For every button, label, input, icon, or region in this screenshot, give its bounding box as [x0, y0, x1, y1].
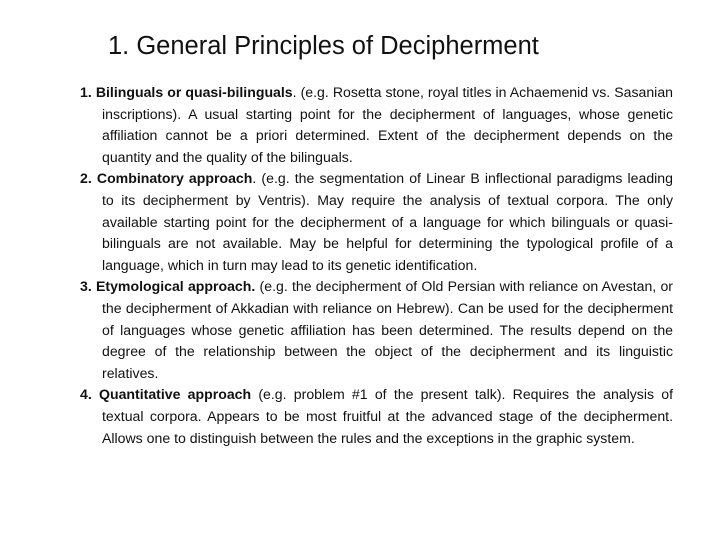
- principles-list: [80, 82, 673, 449]
- item-number: 3.: [80, 278, 92, 295]
- list-item-etymological: [80, 276, 673, 384]
- item-number: 4.: [80, 386, 92, 403]
- item-term: Etymological approach.: [96, 278, 256, 295]
- item-description: . (e.g. the segmentation of Linear B inflectional paradigms leading to its decipherment by Ventris). May require the analysis of textual corpora. The only available starting point for the decipherment of a language for which bilinguals or quasi-bilinguals are not available. May be helpful for determining the typological profile of a language, which in turn may lead to its genetic identification.: [102, 170, 673, 273]
- item-number: 1.: [80, 84, 92, 100]
- list-item-combinatory: [80, 168, 673, 276]
- item-description: (e.g. problem #1 of the present talk). Requires the analysis of textual corpora. Appears to be most fruitful at the advanced stage of the decipherment. Allows one to distinguish between the rules and the exceptions in the graphic system.: [102, 386, 674, 446]
- item-description: (e.g. the decipherment of Old Persian with reliance on Avestan, or the decipherment of Akkadian with reliance on Hebrew). Can be used for the decipherment of languages whose genetic affiliation has been determined. The results depend on the degree of the relationship between the object of the decipherment and its linguistic relatives.: [102, 278, 673, 381]
- slide-title: 1. General Principles of Decipherment: [108, 32, 539, 60]
- item-term: Quantitative approach: [99, 386, 252, 403]
- list-item-quantitative: [80, 384, 673, 449]
- item-term: Bilinguals or quasi-bilinguals: [95, 84, 293, 100]
- item-description: . (e.g. Rosetta stone, royal titles in Achaemenid vs. Sasanian inscriptions). A usual starting point for the decipherment of languages, whose genetic affiliation cannot be a priori determined. Extent of the decipherment depends on the quantity and the quality of the bilinguals.: [102, 84, 673, 165]
- list-item-bilinguals: [80, 82, 673, 168]
- item-term: Combinatory approach: [96, 170, 253, 187]
- item-number: 2.: [80, 170, 92, 187]
